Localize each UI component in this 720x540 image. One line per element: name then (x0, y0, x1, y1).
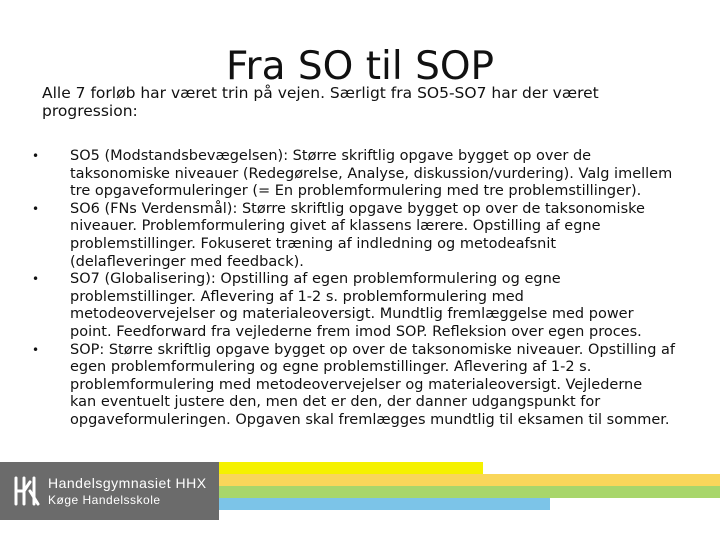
bullet-marker: • (32, 201, 40, 216)
hhx-logo-icon (12, 474, 42, 508)
bullet-marker: • (32, 272, 40, 287)
footer-stripe-yellow (219, 462, 483, 474)
logo-text-school: Handelsgymnasiet HHX (48, 475, 207, 491)
bullet-item (28, 148, 688, 201)
intro-line: Alle 7 forløb har været trin på vejen. Særligt fra SO5-SO7 har der været (42, 84, 599, 102)
bullet-line: kan eventuelt justere den, men det er den, der danner udgangspunkt for (70, 394, 601, 411)
bullet-line: egen problemformulering og egne problemstillinger. Aflevering af 1-2 s. (70, 359, 592, 376)
bullet-line: SOP: Større skriftlig opgave bygget op over de taksonomiske niveauer. Opstilling af (70, 341, 675, 358)
bullet-item (28, 201, 688, 271)
bullet-line: niveauer. Problemformulering givet af klassens lærere. Opstilling af egne (70, 218, 601, 235)
intro-line: progression: (42, 102, 138, 120)
school-logo (0, 462, 219, 520)
bullet-list (28, 148, 688, 430)
bullet-line: opgaveformuleringen. Opgaven skal fremlægges mundtlig til eksamen til sommer. (70, 411, 670, 428)
bullet-line: SO5 (Modstandsbevægelsen): Større skriftlig opgave bygget op over de (70, 148, 592, 164)
bullet-line: problemformulering med metodeovervejelser og materialeoversigt. Vejlederne (70, 376, 643, 393)
intro-text (42, 84, 642, 120)
bullet-line: problemstillinger. Aflevering af 1-2 s. problemformulering med (70, 288, 524, 305)
bullet-item (28, 271, 688, 341)
bullet-marker: • (32, 149, 40, 163)
bullet-line: SO6 (FNs Verdensmål): Større skriftlig opgave bygget op over de taksonomiske (70, 200, 645, 217)
bullet-line: point. Feedforward fra vejlederne frem imod SOP. Refleksion over egen proces. (70, 323, 642, 340)
bullet-line: SO7 (Globalisering): Opstilling af egen problemformulering og egne (70, 271, 561, 288)
bullet-marker: • (32, 342, 40, 357)
slide-title: Fra SO til SOP (225, 44, 495, 89)
bullet-line: problemstillinger. Fokuseret træning af indledning og metodeafsnit (70, 235, 557, 252)
footer-stripe-green (219, 486, 720, 498)
bullet-line: metodeovervejelser og materialeoversigt. Mundtlig fremlæggelse med power (70, 306, 634, 323)
logo-text-town: Køge Handelsskole (48, 493, 161, 507)
bullet-item (28, 342, 688, 430)
bullet-line: taksonomiske niveauer (Redegørelse, Analyse, diskussion/vurdering). Valg imellem (70, 165, 673, 182)
footer-stripe-blue (219, 498, 550, 510)
footer-stripe-orange (219, 474, 720, 486)
footer-band (0, 462, 720, 540)
bullet-line: tre opgaveformuleringer (= En problemformulering med tre problemstillinger). (70, 183, 642, 200)
bullet-line: (delafleveringer med feedback). (70, 253, 304, 270)
